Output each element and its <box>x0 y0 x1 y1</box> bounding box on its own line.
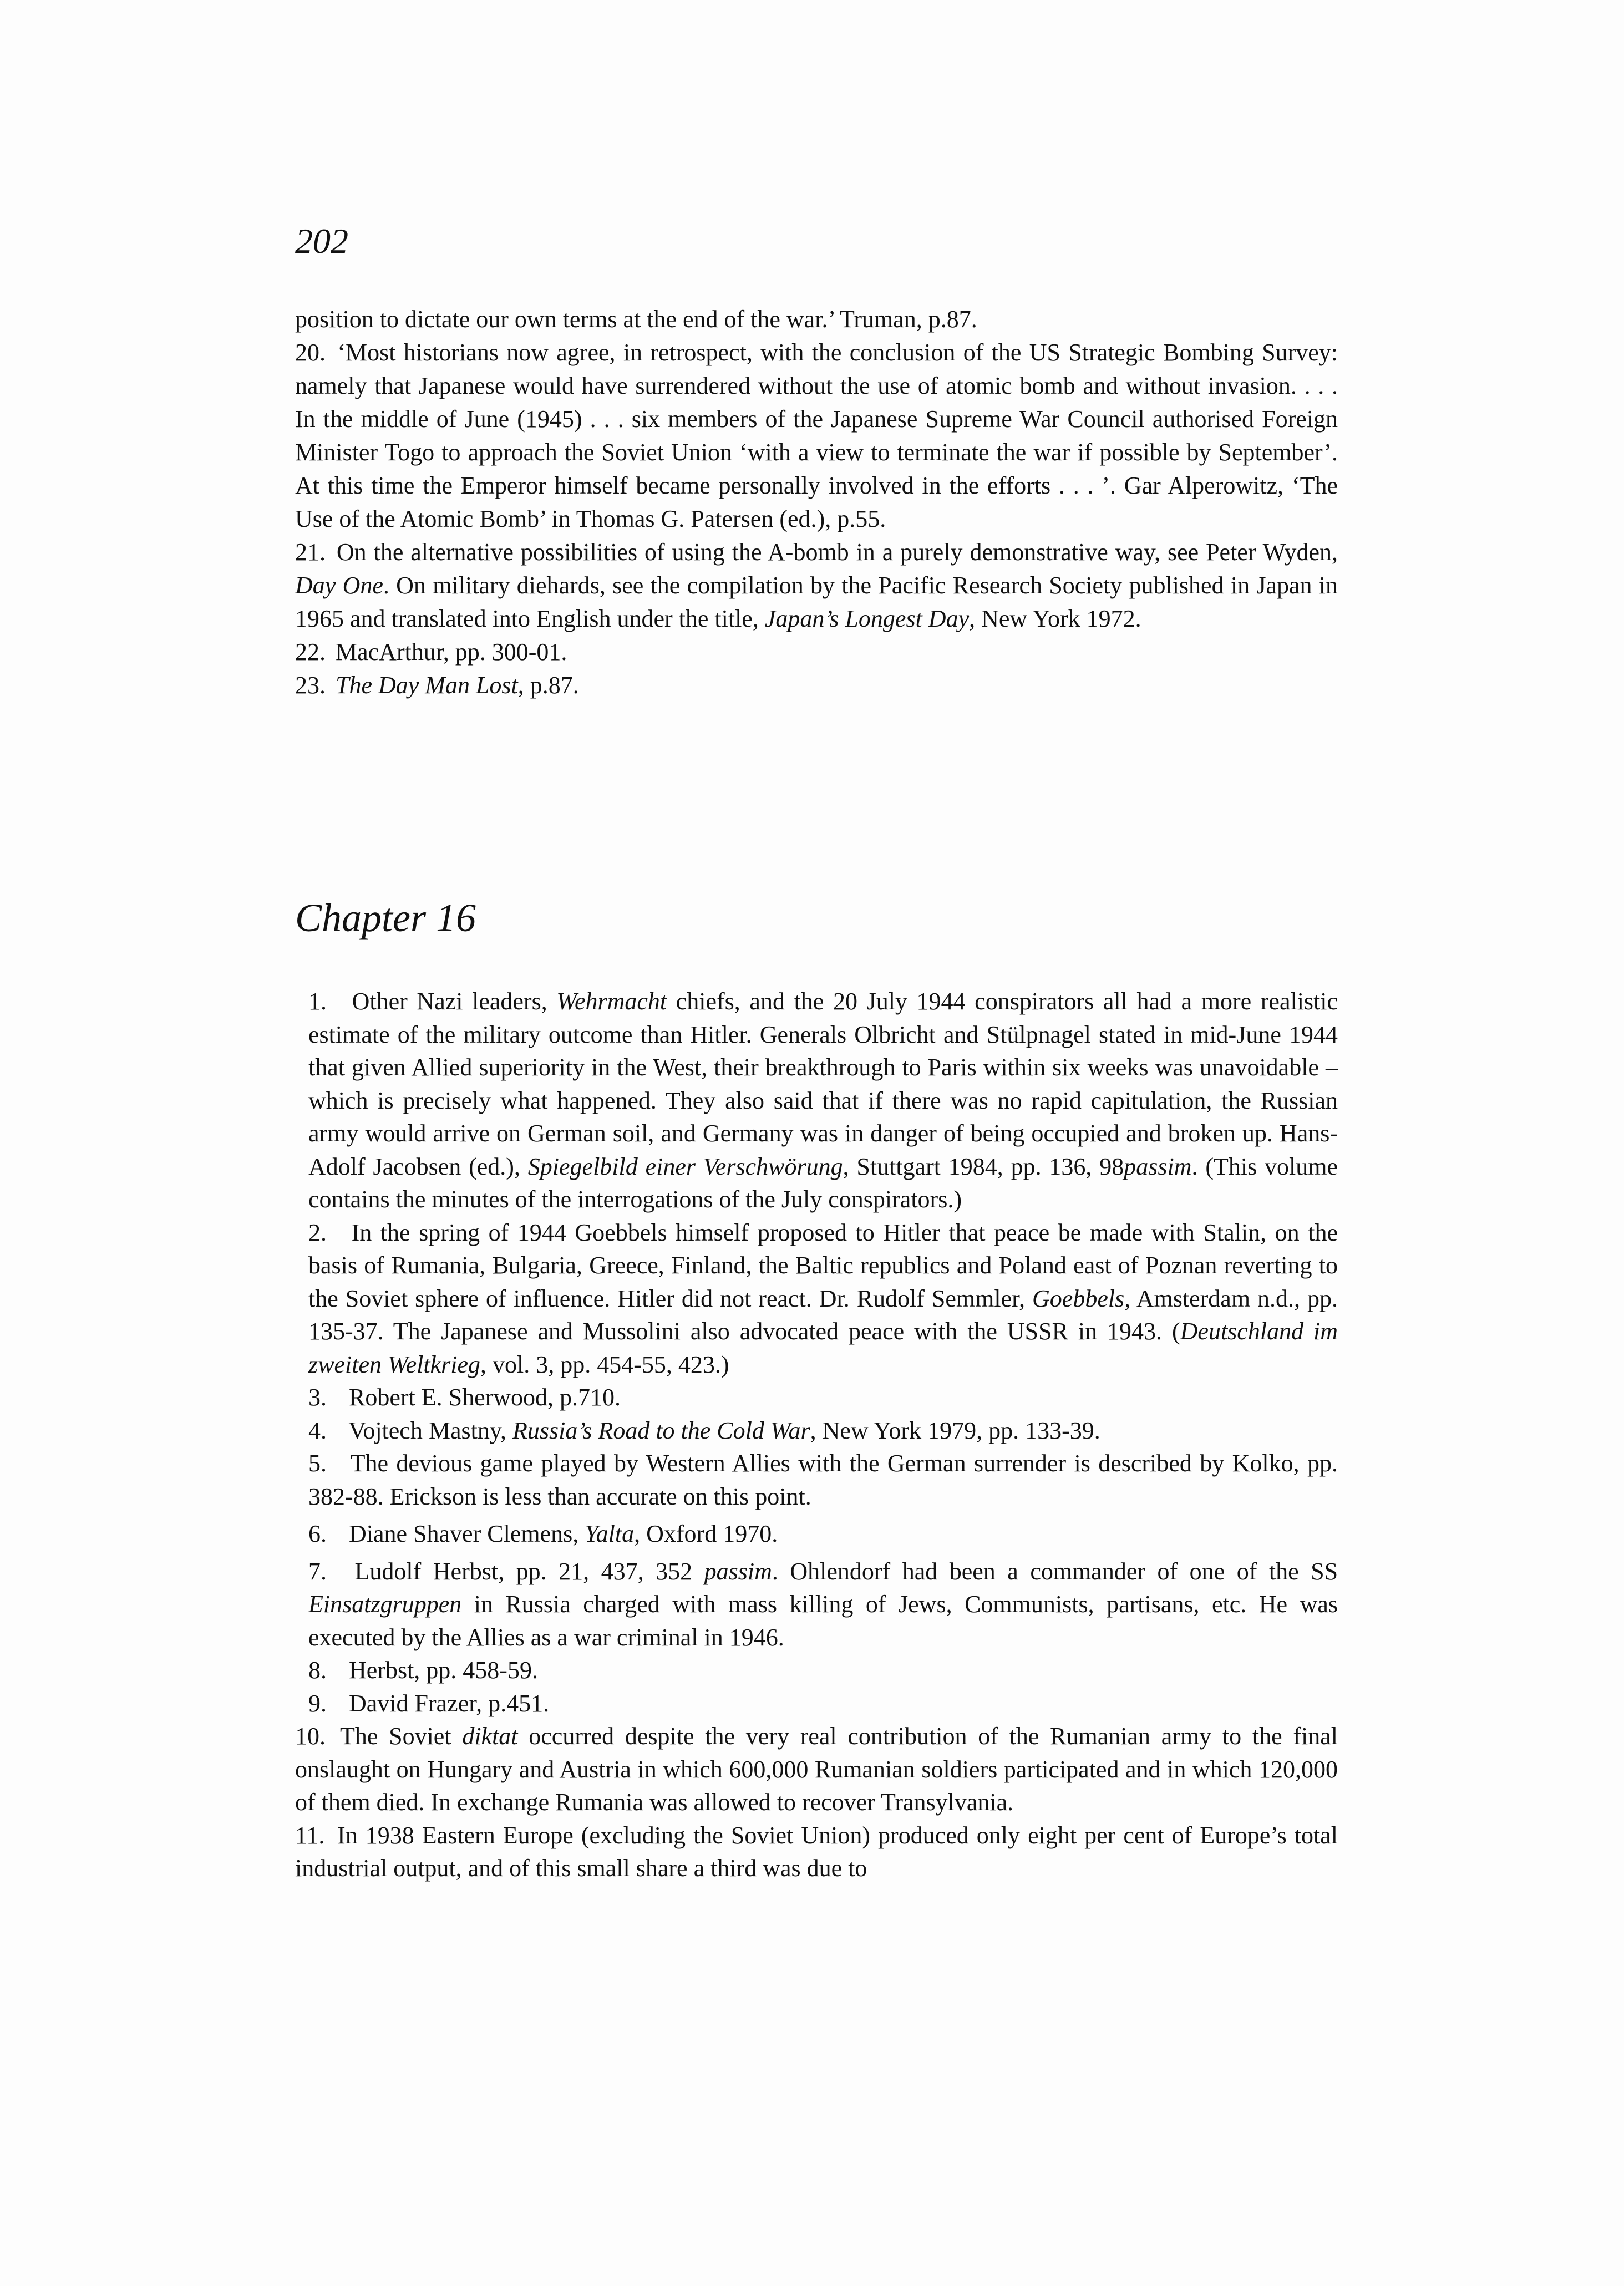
note-4 <box>295 1414 1338 1447</box>
note-8 <box>295 1654 1338 1687</box>
italic-term: Einsatzgruppen <box>308 1591 462 1618</box>
note-continuation-text: position to dictate our own terms at the end of the war.’ Truman, p.87. <box>295 306 977 333</box>
book-title: Goebbels <box>1032 1284 1125 1312</box>
note-continuation <box>295 303 1338 336</box>
note-number: 5. <box>308 1450 327 1477</box>
note-number: 9. <box>308 1689 327 1717</box>
italic-term: Wehrmacht <box>556 988 667 1015</box>
note-number: 23. <box>295 672 326 699</box>
note-number: 1. <box>308 988 327 1015</box>
note-10 <box>295 1720 1338 1819</box>
book-title: Deutschland im zweiten Weltkrieg <box>308 1318 1338 1378</box>
note-number: 20. <box>295 339 326 366</box>
note-text: Diane Shaver Clemens, <box>349 1520 579 1547</box>
note-text: Robert E. Sherwood, p.710. <box>349 1384 621 1411</box>
book-title: Yalta <box>585 1520 635 1547</box>
note-3 <box>295 1381 1338 1414</box>
note-9 <box>295 1687 1338 1720</box>
note-number: 2. <box>308 1218 327 1246</box>
note-text: , vol. 3, pp. 454-55, 423.) <box>480 1350 729 1378</box>
note-text: David Frazer, p.451. <box>349 1689 550 1717</box>
note-text: , p.87. <box>517 672 579 699</box>
note-7 <box>295 1555 1338 1654</box>
note-number: 10. <box>295 1723 326 1750</box>
note-2 <box>295 1216 1338 1381</box>
book-title: Japan’s Longest Day <box>764 605 970 632</box>
note-text: , Amsterdam n.d., pp. 135-37. The Japanese and Mussolini also advocated peace with the USSR in 1943. ( <box>308 1284 1338 1345</box>
note-5 <box>295 1447 1338 1513</box>
chapter-15-notes <box>295 303 1338 702</box>
note-number: 21. <box>295 539 326 566</box>
italic-term: diktat <box>462 1723 518 1750</box>
note-text: . Ohlendorf had been a commander of one of the SS <box>772 1557 1338 1585</box>
note-number: 11. <box>295 1821 325 1849</box>
book-title: Day One <box>295 572 383 599</box>
chapter-16-notes <box>295 985 1338 1885</box>
note-number: 6. <box>308 1520 327 1547</box>
note-20 <box>295 336 1338 536</box>
note-23 <box>295 669 1338 702</box>
note-number: 8. <box>308 1657 327 1684</box>
note-text: chiefs, and the 20 July 1944 conspirators all had a more realistic estimate of the military outcome than Hitler. Generals Olbricht and Stülpnagel stated in mid-June 1944 that given Allied superiority in the West, their breakthrough to Paris within six weeks was unavoidable – which is precisely what happened. They also said that if there was no rapid capitulation, the Russian army would arrive on German soil, and Germany was in danger of being occupied and broken up. Hans-Adolf Jacobsen (ed.), <box>308 988 1338 1180</box>
italic-term: passim <box>1124 1152 1192 1180</box>
note-text: occurred despite the very real contribution of the Rumanian army to the final onslaught on Hungary and Austria in which 600,000 Rumanian soldiers participated and in which 120,000 of them died. In exchange Rumania was allowed to recover Transylvania. <box>295 1723 1338 1816</box>
note-number: 4. <box>308 1416 327 1444</box>
note-text: Other Nazi leaders, <box>352 988 547 1015</box>
book-title: Russia’s Road to the Cold War <box>512 1416 810 1444</box>
italic-term: passim <box>704 1557 772 1585</box>
note-text: . (This volume contains the minutes of the interrogations of the July conspirators.) <box>308 1152 1338 1213</box>
book-title: The Day Man Lost <box>336 672 518 699</box>
note-text: . On military diehards, see the compilation by the Pacific Research Society published in Japan in 1965 and translated into English under the title, <box>295 572 1338 632</box>
note-21 <box>295 536 1338 636</box>
chapter-heading: Chapter 16 <box>295 896 476 940</box>
note-6 <box>295 1517 1338 1551</box>
note-text: The devious game played by Western Allies with the German surrender is described by Kolko, pp. 382-88. Erickson is less than accurate on this point. <box>308 1450 1338 1510</box>
page-number: 202 <box>295 221 348 261</box>
note-text: , New York 1972. <box>969 605 1141 632</box>
note-number: 3. <box>308 1384 327 1411</box>
note-text: On the alternative possibilities of using the A-bomb in a purely demonstrative way, see Peter Wyden, <box>336 539 1338 566</box>
note-text: , Stuttgart 1984, pp. 136, 98 <box>843 1152 1124 1180</box>
note-number: 7. <box>308 1557 327 1585</box>
note-1 <box>295 985 1338 1216</box>
book-title: Spiegelbild einer Verschwörung <box>527 1152 843 1180</box>
note-text: , Oxford 1970. <box>634 1520 778 1547</box>
note-text: ‘Most historians now agree, in retrospect, with the conclusion of the US Strategic Bombing Survey: namely that Japanese would have surrendered without the use of atomic bomb and without invasion. . . . In the middle of June (1945) . . . six members of the Japanese Supreme War Council authorised Foreign Minister Togo to approach the Soviet Union ‘with a view to terminate the war if possible by September’. At this time the Emperor himself became personally involved in the efforts . . . ’. Gar Alperowitz, ‘The Use of the Atomic Bomb’ in Thomas G. Patersen (ed.), p.55. <box>295 339 1338 532</box>
note-text: Vojtech Mastny, <box>348 1416 506 1444</box>
note-text: Ludolf Herbst, pp. 21, 437, 352 <box>354 1557 693 1585</box>
note-text: , New York 1979, pp. 133-39. <box>810 1416 1100 1444</box>
note-number: 22. <box>295 638 326 666</box>
note-text: In 1938 Eastern Europe (excluding the Soviet Union) produced only eight per cent of Europe’s total industrial output, and of this small share a third was due to <box>295 1821 1338 1882</box>
note-text: MacArthur, pp. 300-01. <box>336 638 567 666</box>
note-text: The Soviet <box>339 1723 451 1750</box>
note-22 <box>295 636 1338 669</box>
note-text: Herbst, pp. 458-59. <box>349 1657 538 1684</box>
note-text: in Russia charged with mass killing of Jews, Communists, partisans, etc. He was executed by the Allies as a war criminal in 1946. <box>308 1591 1338 1651</box>
note-11 <box>295 1819 1338 1885</box>
note-text: In the spring of 1944 Goebbels himself proposed to Hitler that peace be made with Stalin, on the basis of Rumania, Bulgaria, Greece, Finland, the Baltic republics and Poland east of Poznan reverting to the Soviet sphere of influence. Hitler did not react. Dr. Rudolf Semmler, <box>308 1218 1338 1312</box>
